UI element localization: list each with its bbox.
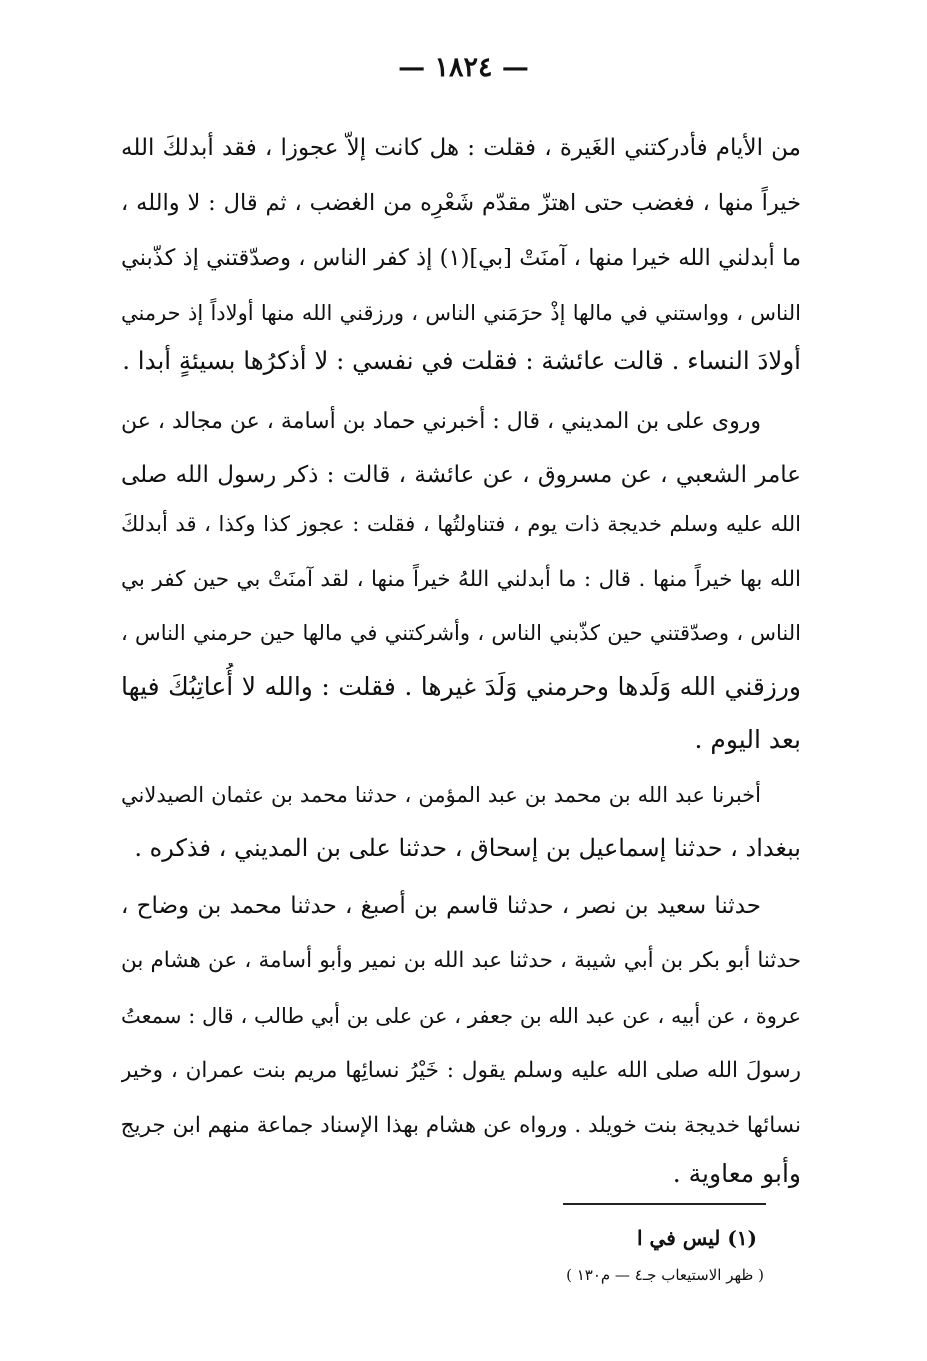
text-line: ورزقني الله وَلَدها وحرمني وَلَدَ غيرها . فقلت : والله لا أُعاتِبُكَ فيها [121, 672, 801, 701]
text-line: خيراً منها ، فغضب حتى اهتزّ مقدّم شَعْرِه من الغضب ، ثم قال : لا والله ، [121, 190, 801, 216]
page-number: — ١٨٢٤ — [398, 52, 529, 83]
text-line: حدثنا سعيد بن نصر ، حدثنا قاسم بن أصبغ ، حدثنا محمد بن وضاح ، [121, 893, 761, 919]
text-line: الله بها خيراً منها . قال : ما أبدلني اللهُ خيراً منها ، لقد آمنَتْ بي حين كفر بي [121, 567, 801, 592]
footnote-divider [563, 1203, 766, 1205]
signature-mark: ( ظهر الاستيعاب جـ٤ — م١٣٠ ) [566, 1266, 764, 1284]
text-line: عامر الشعبي ، عن مسروق ، عن عائشة ، قالت : ذكر رسول الله صلى [121, 462, 801, 488]
text-line: أولادَ النساء . قالت عائشة : فقلت في نفسي : لا أذكرُها بسيئةٍ أبدا . [122, 346, 801, 375]
text-line: حدثنا أبو بكر بن أبي شيبة ، حدثنا عبد الله بن نمير وأبو أسامة ، عن هشام بن [121, 948, 801, 973]
text-line: رسولَ الله صلى الله عليه وسلم يقول : خَيْرُ نسائِها مريم بنت عمران ، وخير [121, 1058, 801, 1083]
text-line: وأبو معاوية . [672, 1159, 801, 1188]
text-line: أخبرنا عبد الله بن محمد بن عبد المؤمن ، حدثنا محمد بن عثمان الصيدلاني [121, 783, 761, 807]
text-line: عروة ، عن أبيه ، عن عبد الله بن جعفر ، عن على بن أبي طالب ، قال : سمعتُ [121, 1004, 801, 1028]
text-line: وروى على بن المديني ، قال : أخبرني حماد بن أسامة ، عن مجالد ، عن [121, 409, 761, 434]
text-line: ما أبدلني الله خيرا منها ، آمنَتْ [بي](١) إذ كفر الناس ، وصدّقتني إذ كذّبني [121, 245, 801, 271]
text-line: من الأيام فأدركتني الغَيرة ، فقلت : هل كانت إلاّ عجوزا ، فقد أبدلكَ الله [121, 135, 801, 161]
text-line: بعد اليوم . [694, 725, 801, 754]
text-line: الناس ، وصدّقتني حين كذّبني الناس ، وأشركتني في مالها حين حرمني الناس ، [121, 621, 801, 645]
text-line: الناس ، وواستني في مالها إذْ حرَمَني الناس ، ورزقني الله منها أولاداً إذ حرمني [121, 301, 801, 325]
text-line: الله عليه وسلم خديجة ذات يوم ، فتناولتُها ، فقلت : عجوز كذا وكذا ، قد أبدلكَ [121, 512, 801, 536]
text-line: ببغداد ، حدثنا إسماعيل بن إسحاق ، حدثنا على بن المديني ، فذكره . [134, 834, 801, 862]
text-line: نسائها خديجة بنت خويلد . ورواه عن هشام بهذا الإسناد جماعة منهم ابن جريج [121, 1113, 801, 1138]
footnote: (١) ليس في ا [637, 1226, 757, 1250]
